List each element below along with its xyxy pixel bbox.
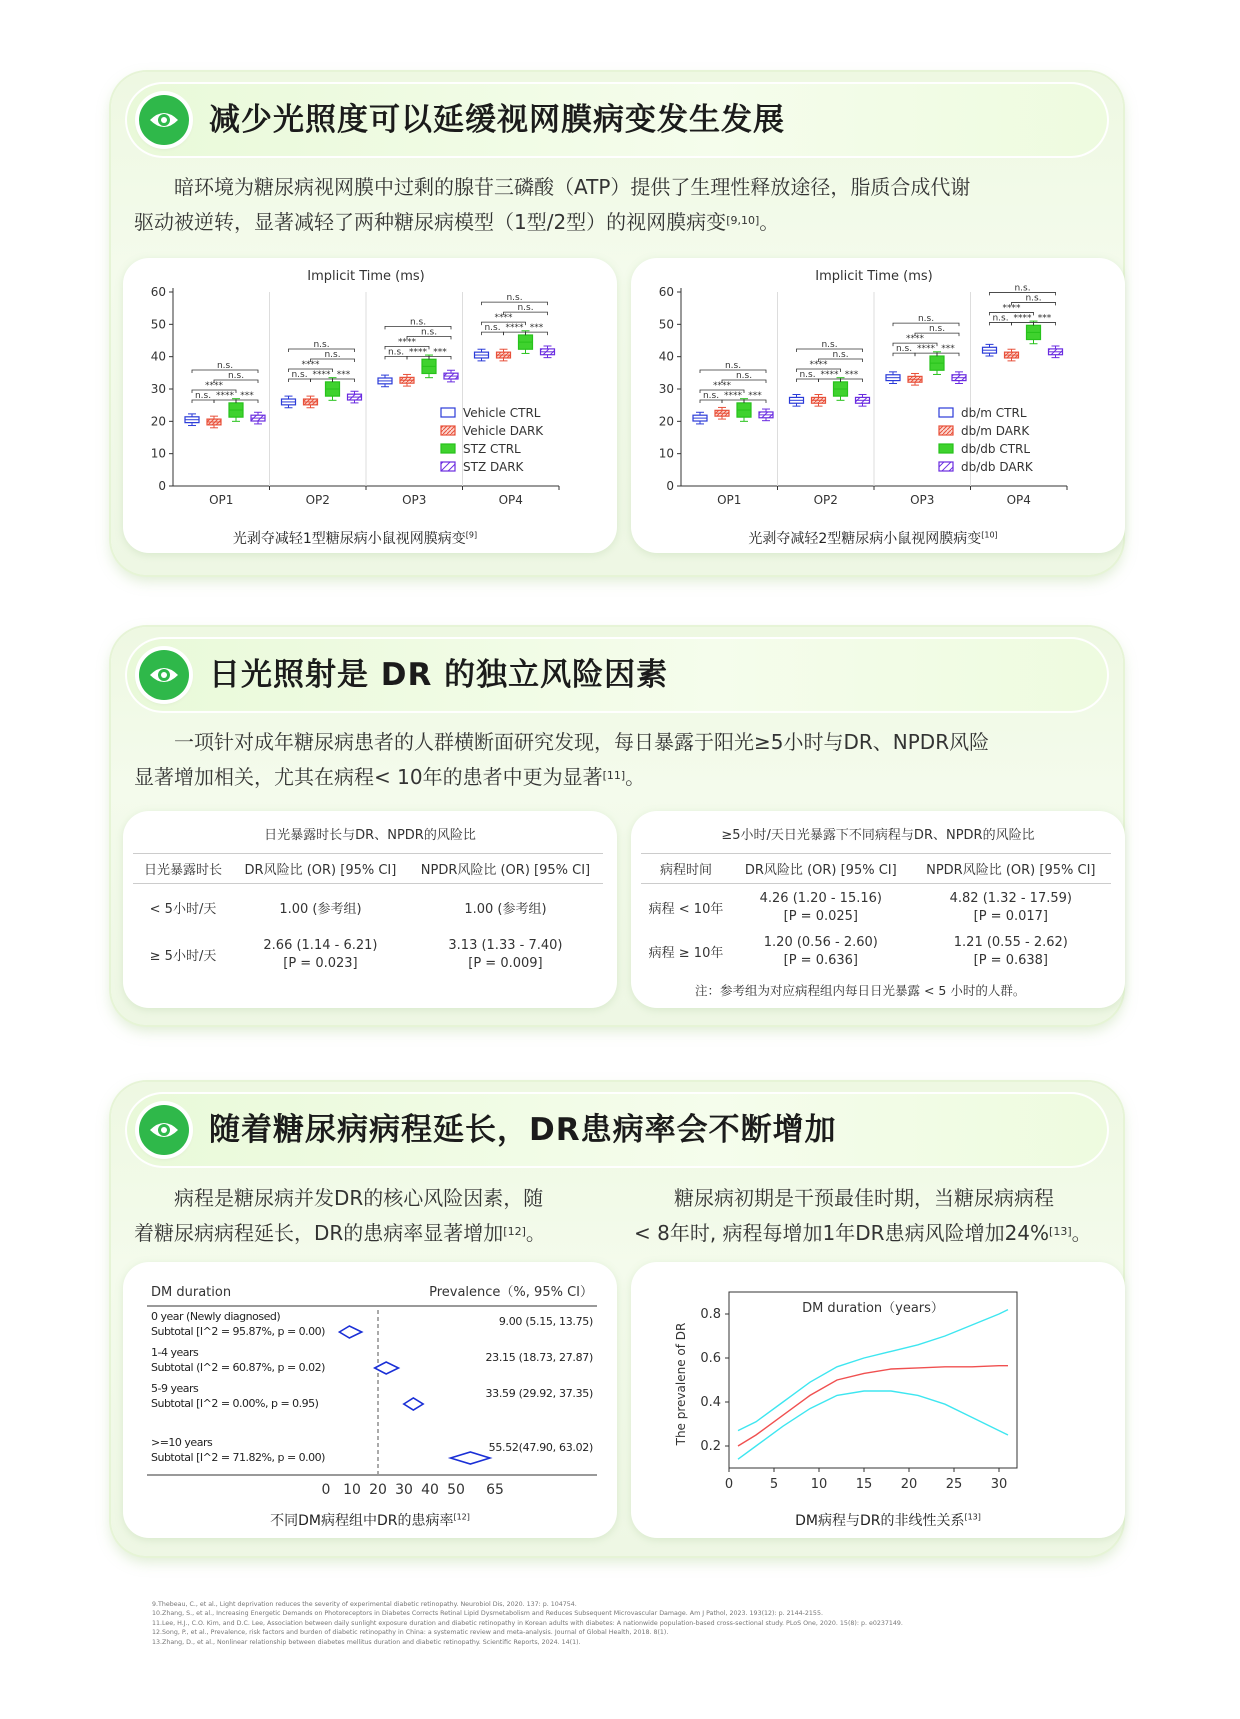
reference-item: 12.Song, P., et al., Prevalence, risk factors and burden of diabetic retinopathy in China: a systematic review and meta-analysis. Journal of Global Health, 2018. 8(1). <box>152 1629 669 1637</box>
significance-label: **** <box>505 323 524 334</box>
eye-icon <box>139 650 189 700</box>
significance-label: n.s. <box>313 340 330 350</box>
legend-label: STZ CTRL <box>463 442 521 456</box>
x-tick-label: OP3 <box>402 493 427 507</box>
significance-label: n.s. <box>324 350 341 360</box>
significance-label: **** <box>205 381 223 392</box>
table-cell: 1.00 (参考组) <box>279 902 362 918</box>
y-tick-label: 0.4 <box>700 1395 721 1410</box>
boxplot-chart <box>123 258 617 523</box>
section-title-bar <box>125 82 1109 158</box>
prevalence-value: 23.15 (18.73, 27.87) <box>485 1351 593 1364</box>
significance-label: n.s. <box>799 370 816 380</box>
x-tick-label: 20 <box>369 1482 387 1498</box>
x-tick-label: OP4 <box>1006 493 1031 507</box>
significance-label: **** <box>312 370 331 380</box>
para-line: < 8年时, 病程每增加1年DR患病风险增加24% <box>634 1221 1050 1245</box>
y-tick-label: 10 <box>658 446 674 461</box>
y-tick-label: 20 <box>150 414 166 429</box>
eye-icon <box>139 1105 189 1155</box>
group-label: 1-4 years <box>151 1346 199 1359</box>
y-tick-label: 0.8 <box>700 1307 721 1322</box>
para-line: 驱动被逆转，显著减轻了两种糖尿病模型（1型/2型）的视网膜病变 <box>134 210 727 234</box>
y-axis-label: The prevalene of DR <box>674 1322 688 1446</box>
eye-icon <box>139 95 189 145</box>
significance-label: **** <box>398 337 416 348</box>
table-cell: 1.00 (参考组) <box>464 902 547 918</box>
y-tick-label: 0.2 <box>700 1439 721 1454</box>
significance-label: **** <box>724 391 742 402</box>
prevalence-value: 33.59 (29.92, 37.35) <box>485 1387 593 1400</box>
table-row <box>133 884 603 932</box>
table-row <box>641 932 1111 972</box>
x-tick-label: 10 <box>810 1477 828 1492</box>
significance-label: **** <box>1013 313 1032 324</box>
section-paragraph-right <box>634 1181 1124 1251</box>
table-cell: ≥ 5小时/天 <box>149 949 217 964</box>
significance-label: *** <box>240 391 254 402</box>
reference-mark: [12] <box>503 1225 526 1238</box>
table-header: NPDR风险比 (OR) [95% CI] <box>420 863 591 878</box>
chart-title: Implicit Time (ms) <box>307 269 425 284</box>
significance-label: n.s. <box>291 370 308 380</box>
para-line: 一项针对成年糖尿病患者的人群横断面研究发现，每日暴露于阳光≥5小时与DR、NPDR风险 <box>174 730 990 754</box>
section-light-reduction <box>111 72 1123 575</box>
significance-label: **** <box>409 347 427 358</box>
group-label: 5-9 years <box>151 1382 199 1395</box>
references <box>152 1600 903 1647</box>
spline-card <box>631 1262 1125 1538</box>
boxplot-card-type2 <box>631 258 1125 553</box>
significance-label: n.s. <box>216 361 234 372</box>
figure-caption: 光剥夺减轻1型糖尿病小鼠视网膜病变[9] <box>232 530 478 547</box>
table-header: 日光暴露时长 <box>143 863 222 878</box>
table-header: DR风险比 (OR) [95% CI] <box>244 863 397 878</box>
legend-label: Vehicle CTRL <box>463 406 541 420</box>
y-tick-label: 20 <box>658 414 674 429</box>
reference-mark: [11] <box>602 769 626 782</box>
figure-caption: DM病程与DR的非线性关系[13] <box>795 1512 981 1529</box>
significance-label: *** <box>336 370 351 380</box>
significance-label: n.s. <box>517 303 534 314</box>
table-header-row <box>641 854 1111 884</box>
significance-label: **** <box>713 381 731 392</box>
para-line: 糖尿病初期是干预最佳时期，当糖尿病病程 <box>674 1186 1054 1210</box>
section-paragraph <box>134 725 1114 795</box>
significance-label: *** <box>433 347 447 358</box>
odds-ratio-table <box>641 853 1111 972</box>
reference-item: 10.Zhang, S., et al., Increasing Energetic Demands on Photoreceptors in Diabetes Corrects Retinal Lipid Dysmetabolism and Reduces Subsequent Microvascular Damage. Am J Pathol, 2023. 193(12): p. 2144-2155. <box>152 1610 823 1618</box>
significance-label: n.s. <box>420 327 438 338</box>
x-tick-label: 30 <box>395 1482 413 1498</box>
table-cell: 1.21 (0.55 - 2.62) [P = 0.638] <box>953 934 1068 968</box>
para-line: 着糖尿病病程延长，DR的患病率显著增加 <box>134 1221 504 1245</box>
table-header: DR风险比 (OR) [95% CI] <box>744 863 897 878</box>
table-header-row <box>133 854 603 884</box>
y-tick-label: 50 <box>658 317 674 332</box>
y-tick-label: 60 <box>150 285 166 299</box>
reference-item: 11.Lee, H.J., C.O. Kim, and D.C. Lee, Association between daily sunlight exposure duration and diabetic retinopathy in Korean adults with diabetes: A nationwide population-based cross-sectional study. PLoS One, 2020. 15(8): p. e0237149. <box>152 1619 903 1627</box>
figure-caption: 光剥夺减轻2型糖尿病小鼠视网膜病变[10] <box>748 530 998 547</box>
x-tick-label: OP3 <box>910 493 935 507</box>
boxplot-card-type1 <box>123 258 617 553</box>
reference-item: 13.Zhang, D., et al., Nonlinear relationship between diabetes mellitus duration and diabetic retinopathy. Scientific Reports, 2024. 14(1). <box>152 1638 581 1646</box>
x-tick-label: OP1 <box>209 493 234 507</box>
x-tick-label: 0 <box>321 1482 331 1498</box>
x-tick-label: 50 <box>447 1482 465 1498</box>
legend-label: STZ DARK <box>463 460 524 474</box>
group-label: >=10 years <box>151 1436 213 1449</box>
para-line: 显著增加相关，尤其在病程< 10年的患者中更为显著 <box>134 765 603 789</box>
prevalence-value: 9.00 (5.15, 13.75) <box>498 1315 593 1328</box>
or-table-card-1 <box>123 811 617 1008</box>
y-tick-label: 50 <box>150 317 166 332</box>
significance-label: **** <box>820 370 839 380</box>
section-title: 日光照射是 DR 的独立风险因素 <box>209 657 669 693</box>
or-table-card-2 <box>631 811 1125 1008</box>
table-cell: < 5小时/天 <box>149 902 217 918</box>
y-tick-label: 40 <box>150 349 166 364</box>
significance-label: *** <box>748 391 762 402</box>
table-cell: 3.13 (1.33 - 7.40) [P = 0.009] <box>448 937 563 971</box>
significance-label: n.s. <box>484 323 501 334</box>
section-title: 减少光照度可以延缓视网膜病变发生发展 <box>209 102 785 138</box>
significance-label: n.s. <box>702 391 720 402</box>
section-paragraph <box>134 170 1114 240</box>
para-end: 。 <box>1071 1221 1092 1245</box>
diamond-marker <box>404 1398 423 1410</box>
significance-label: *** <box>1037 313 1052 324</box>
significance-label: n.s. <box>928 324 946 335</box>
y-tick-label: 30 <box>150 382 166 396</box>
y-tick-label: 40 <box>658 349 674 364</box>
significance-label: **** <box>917 344 935 355</box>
odds-ratio-table <box>133 853 603 978</box>
legend-label: db/db CTRL <box>961 442 1031 456</box>
reference-item: 9.Thebeau, C., et al., Light deprivation reduces the severity of experimental diabetic retinopathy. Neurobiol Dis, 2020. 137: p. 104754. <box>152 1601 577 1608</box>
forest-col-right: Prevalence（%, 95% CI） <box>429 1285 593 1300</box>
significance-label: *** <box>844 370 859 380</box>
forest-plot <box>123 1262 617 1502</box>
plot-frame <box>729 1292 1017 1468</box>
significance-label: **** <box>494 313 513 324</box>
x-tick-label: 0 <box>724 1477 734 1492</box>
reference-mark: [13] <box>1049 1225 1072 1238</box>
para-line: 病程是糖尿病并发DR的核心风险因素，随 <box>174 1186 544 1210</box>
table-cell: 病程 ≥ 10年 <box>648 946 724 961</box>
x-tick-label: 10 <box>343 1482 361 1498</box>
boxplot-chart <box>631 258 1125 523</box>
x-tick-label: 30 <box>990 1477 1008 1492</box>
legend-swatch <box>939 426 953 435</box>
x-tick-label: 20 <box>900 1477 918 1492</box>
table-cell: 4.26 (1.20 - 15.16) [P = 0.025] <box>759 890 882 924</box>
x-tick-label: 40 <box>421 1482 439 1498</box>
significance-label: **** <box>809 360 828 370</box>
table-row <box>641 884 1111 932</box>
significance-label: n.s. <box>724 361 742 372</box>
subtotal-label: Subtotal [I^2 = 71.82%, p = 0.00) <box>151 1451 325 1464</box>
significance-label: n.s. <box>409 317 427 328</box>
legend-swatch <box>441 408 455 417</box>
x-tick-label: OP2 <box>813 493 838 507</box>
subtotal-label: Subtotal [I^2 = 0.00%, p = 0.95) <box>151 1397 319 1410</box>
para-line: 暗环境为糖尿病视网膜中过剩的腺苷三磷酸（ATP）提供了生理性释放途径，脂质合成代谢 <box>174 175 971 199</box>
legend-label: db/m DARK <box>961 424 1030 438</box>
diamond-marker <box>451 1452 490 1464</box>
section-title: 随着糖尿病病程延长，DR患病率会不断增加 <box>209 1112 837 1148</box>
section-title-bar <box>125 637 1109 713</box>
reference-mark: [9,10] <box>726 214 760 227</box>
legend-swatch <box>441 462 455 471</box>
y-tick-label: 30 <box>658 382 674 396</box>
table-cell: 4.82 (1.32 - 17.59) [P = 0.017] <box>949 890 1072 924</box>
table-title: ≥5小时/天日光暴露下不同病程与DR、NPDR的风险比 <box>721 828 1035 843</box>
group-label: 0 year (Newly diagnosed) <box>151 1310 281 1323</box>
chart-title: Implicit Time (ms) <box>815 269 933 284</box>
legend-label: db/db DARK <box>961 460 1033 474</box>
y-tick-label: 0.6 <box>700 1351 721 1366</box>
chart-title: DM duration（years） <box>802 1301 944 1316</box>
section-sunlight-risk <box>111 627 1123 1025</box>
x-tick-label: 65 <box>486 1482 504 1498</box>
significance-label: **** <box>216 391 234 402</box>
significance-label: n.s. <box>821 340 838 350</box>
table-cell: 病程 < 10年 <box>648 902 724 918</box>
para-end: 。 <box>525 1221 546 1245</box>
para-end: 。 <box>759 210 780 234</box>
legend-label: Vehicle DARK <box>463 424 544 438</box>
spline-chart <box>631 1262 1125 1502</box>
significance-label: n.s. <box>917 314 935 325</box>
forest-col-left: DM duration <box>151 1285 232 1300</box>
significance-label: n.s. <box>506 293 523 304</box>
figure-caption: 不同DM病程组中DR的患病率[12] <box>270 1512 470 1529</box>
significance-label: **** <box>906 334 924 345</box>
subtotal-label: Subtotal [I^2 = 95.87%, p = 0.00) <box>151 1325 325 1338</box>
legend-swatch <box>441 444 455 453</box>
table-title: 日光暴露时长与DR、NPDR的风险比 <box>264 828 476 843</box>
y-tick-label: 0 <box>666 479 674 493</box>
significance-label: n.s. <box>735 371 753 382</box>
significance-label: **** <box>301 360 320 370</box>
significance-label: n.s. <box>832 350 849 360</box>
x-tick-label: 25 <box>945 1477 963 1492</box>
subtotal-label: Subtotal (I^2 = 60.87%, p = 0.02) <box>151 1361 325 1374</box>
prevalence-value: 55.52(47.90, 63.02) <box>488 1441 593 1454</box>
y-tick-label: 0 <box>158 479 166 493</box>
x-tick-label: 5 <box>769 1477 779 1492</box>
para-end: 。 <box>625 765 646 789</box>
x-tick-label: OP1 <box>717 493 742 507</box>
significance-label: n.s. <box>387 347 405 358</box>
diamond-marker <box>339 1326 361 1338</box>
table-header: NPDR风险比 (OR) [95% CI] <box>926 863 1096 878</box>
table-note: 注：参考组为对应病程组内每日日光暴露 < 5 小时的人群。 <box>695 983 1026 998</box>
legend-swatch <box>939 462 953 471</box>
y-tick-label: 60 <box>658 285 674 299</box>
significance-label: n.s. <box>1014 283 1031 294</box>
significance-label: *** <box>941 344 955 355</box>
forest-plot-card <box>123 1262 617 1538</box>
section-paragraph-left <box>134 1181 614 1251</box>
significance-label: n.s. <box>992 313 1009 324</box>
section-duration-prevalence <box>111 1082 1123 1556</box>
x-tick-label: 15 <box>855 1477 873 1492</box>
legend-label: db/m CTRL <box>961 406 1027 420</box>
table-row <box>133 932 603 978</box>
table-cell: 2.66 (1.14 - 6.21) [P = 0.023] <box>263 937 378 971</box>
section-title-bar <box>125 1092 1109 1168</box>
significance-label: n.s. <box>194 391 212 402</box>
legend-swatch <box>441 426 455 435</box>
significance-label: n.s. <box>895 344 913 355</box>
significance-label: *** <box>529 323 544 334</box>
x-tick-label: OP2 <box>305 493 330 507</box>
y-tick-label: 10 <box>150 446 166 461</box>
table-header: 病程时间 <box>659 863 712 878</box>
significance-label: n.s. <box>1025 293 1042 304</box>
significance-label: n.s. <box>227 371 245 382</box>
legend-swatch <box>939 408 953 417</box>
significance-label: **** <box>1002 303 1021 314</box>
x-tick-label: OP4 <box>498 493 523 507</box>
diamond-marker <box>375 1362 399 1374</box>
legend-swatch <box>939 444 953 453</box>
table-cell: 1.20 (0.56 - 2.60) [P = 0.636] <box>763 934 878 968</box>
